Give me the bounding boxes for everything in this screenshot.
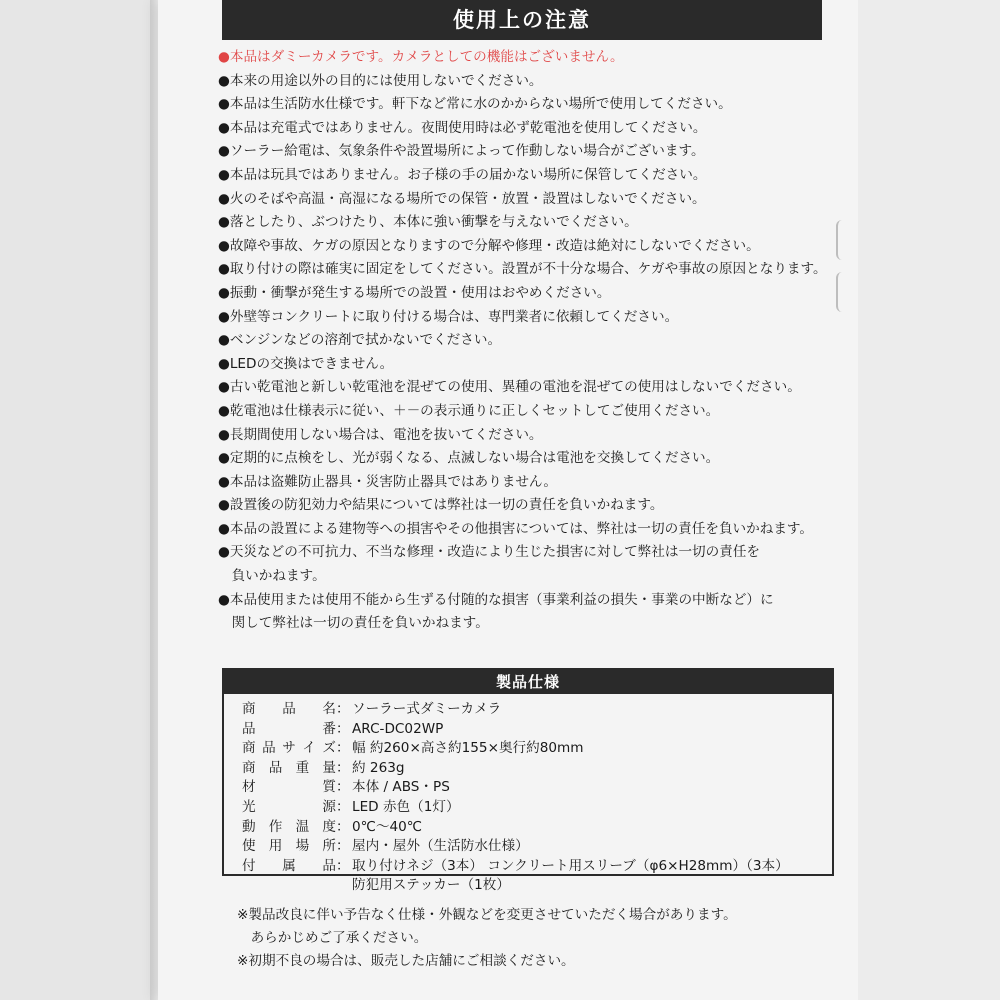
footnotes bbox=[237, 904, 837, 973]
spec-row bbox=[242, 778, 832, 798]
spec-colon: ： bbox=[336, 740, 350, 757]
notice-item: 関して弊社は一切の責任を負いかねます。 bbox=[218, 615, 489, 632]
spec-row bbox=[242, 759, 832, 779]
warning-item: ●本品はダミーカメラです。カメラとしての機能はございません。 bbox=[218, 49, 624, 65]
footnote: ※製品改良に伴い予告なく仕様・外観などを変更させていただく場合があります。 bbox=[237, 907, 737, 923]
notice-item: ●振動・衝撃が発生する場所での設置・使用はおやめください。 bbox=[218, 284, 611, 301]
spec-label: 商 品 名 bbox=[242, 701, 336, 717]
binding-clip bbox=[836, 272, 848, 312]
notice-item: ●ベンジンなどの溶剤で拭かないでください。 bbox=[218, 332, 502, 349]
spec-label: 商 品 重 量 bbox=[242, 759, 336, 776]
spec-colon: ： bbox=[336, 798, 350, 815]
notice-title: 使用上の注意 bbox=[222, 0, 822, 40]
spec-label: 使 用 場 所 bbox=[242, 838, 336, 855]
spec-value: 0℃～40℃ bbox=[352, 818, 423, 835]
notice-item: ●定期的に点検をし、光が弱くなる、点滅しない場合は電池を交換してください。 bbox=[218, 450, 720, 467]
spec-label: 付 属 品 bbox=[242, 857, 336, 874]
notice-item: ●本品は充電式ではありません。夜間使用時は必ず乾電池を使用してください。 bbox=[218, 119, 707, 136]
spec-colon: ： bbox=[336, 857, 350, 874]
background-right bbox=[858, 0, 1000, 1000]
spec-colon: ： bbox=[336, 779, 350, 796]
notice-item: ●本来の用途以外の目的には使用しないでください。 bbox=[218, 72, 543, 89]
spec-row bbox=[242, 700, 832, 720]
notice-item: ●天災などの不可抗力、不当な修理・改造により生じた損害に対して弊社は一切の責任を bbox=[218, 544, 761, 561]
notice-item: 負いかねます。 bbox=[218, 568, 326, 585]
spec-body bbox=[224, 694, 832, 896]
notice-item: ●本品は玩具ではありません。お子様の手の届かない場所に保管してください。 bbox=[218, 166, 707, 183]
spec-label: 商 品 サ イ ズ bbox=[242, 740, 336, 757]
notice-item: ●取り付けの際は確実に固定をしてください。設置が不十分な場合、ケガや事故の原因となります。 bbox=[218, 261, 827, 278]
spec-row bbox=[242, 837, 832, 857]
spec-row bbox=[242, 818, 832, 838]
spec-row bbox=[242, 720, 832, 740]
notice-item: ●火のそばや高温・高湿になる場所での保管・放置・設置はしないでください。 bbox=[218, 190, 706, 207]
spec-colon: ： bbox=[336, 818, 350, 835]
spec-colon: ： bbox=[336, 701, 350, 717]
notice-item: ●本品は生活防水仕様です。軒下など常に水のかからない場所で使用してください。 bbox=[218, 96, 732, 113]
spec-value: LED 赤色（1灯） bbox=[352, 798, 460, 815]
spec-label: 動 作 温 度 bbox=[242, 818, 336, 835]
spec-value: ARC-DC02WP bbox=[352, 720, 444, 737]
spec-label: 材 質 bbox=[242, 779, 336, 796]
spec-value: 約 263g bbox=[352, 759, 405, 776]
spec-colon: ： bbox=[336, 720, 350, 737]
spec-value: 取り付けネジ（3本） コンクリート用スリーブ（φ6×H28mm）（3本） bbox=[352, 857, 789, 874]
notice-item: ●設置後の防犯効力や結果については弊社は一切の責任を負いかねます。 bbox=[218, 497, 664, 514]
notice-item: ●本品の設置による建物等への損害やその他損害については、弊社は一切の責任を負いかねます。 bbox=[218, 520, 814, 537]
notice-item: ●LEDの交換はできません。 bbox=[218, 355, 394, 372]
notice-item: ●古い乾電池と新しい乾電池を混ぜての使用、異種の電池を混ぜての使用はしないでください。 bbox=[218, 379, 801, 396]
spec-row bbox=[242, 798, 832, 818]
spec-label bbox=[242, 876, 336, 896]
notice-item: ●ソーラー給電は、気象条件や設置場所によって作動しない場合がございます。 bbox=[218, 143, 705, 160]
spec-value: 本体 / ABS・PS bbox=[352, 779, 450, 796]
spec-table bbox=[222, 668, 834, 894]
footnote: ※初期不良の場合は、販売した店舗にご相談ください。 bbox=[237, 953, 575, 969]
notice-item: ●長期間使用しない場合は、電池を抜いてください。 bbox=[218, 426, 543, 443]
spec-colon: ： bbox=[336, 759, 350, 776]
notice-item: ●本品は盗難防止器具・災害防止器具ではありません。 bbox=[218, 473, 557, 490]
spec-row bbox=[242, 739, 832, 759]
spec-value: ソーラー式ダミーカメラ bbox=[352, 701, 502, 717]
spec-title: 製品仕様 bbox=[224, 670, 832, 694]
notice-item: ●乾電池は仕様表示に従い、＋－の表示通りに正しくセットしてご使用ください。 bbox=[218, 402, 720, 419]
spec-label: 品 番 bbox=[242, 720, 336, 737]
spec-value: 防犯用ステッカー（1枚） bbox=[352, 877, 510, 894]
notice-list bbox=[210, 46, 835, 636]
spec-row bbox=[242, 857, 832, 877]
notice-item: ●外壁等コンクリートに取り付ける場合は、専門業者に依頼してください。 bbox=[218, 308, 679, 325]
usage-notice-section bbox=[210, 0, 835, 636]
notice-item: ●本品使用または使用不能から生ずる付随的な損害（事業利益の損失・事業の中断など）に bbox=[218, 591, 774, 608]
spec-label: 光 源 bbox=[242, 798, 336, 815]
spec-value: 幅 約260×高さ約155×奥行約80mm bbox=[352, 740, 584, 757]
spec-row bbox=[242, 876, 832, 896]
notice-item: ●故障や事故、ケガの原因となりますので分解や修理・改造は絶対にしないでください。 bbox=[218, 237, 760, 254]
binding-clip bbox=[836, 220, 848, 260]
footnote: あらかじめご了承ください。 bbox=[237, 930, 428, 946]
spec-colon bbox=[336, 876, 352, 896]
spec-colon: ： bbox=[336, 838, 350, 855]
notice-item: ●落としたり、ぶつけたり、本体に強い衝撃を与えないでください。 bbox=[218, 214, 638, 231]
spec-value: 屋内・屋外（生活防水仕様） bbox=[352, 838, 529, 855]
